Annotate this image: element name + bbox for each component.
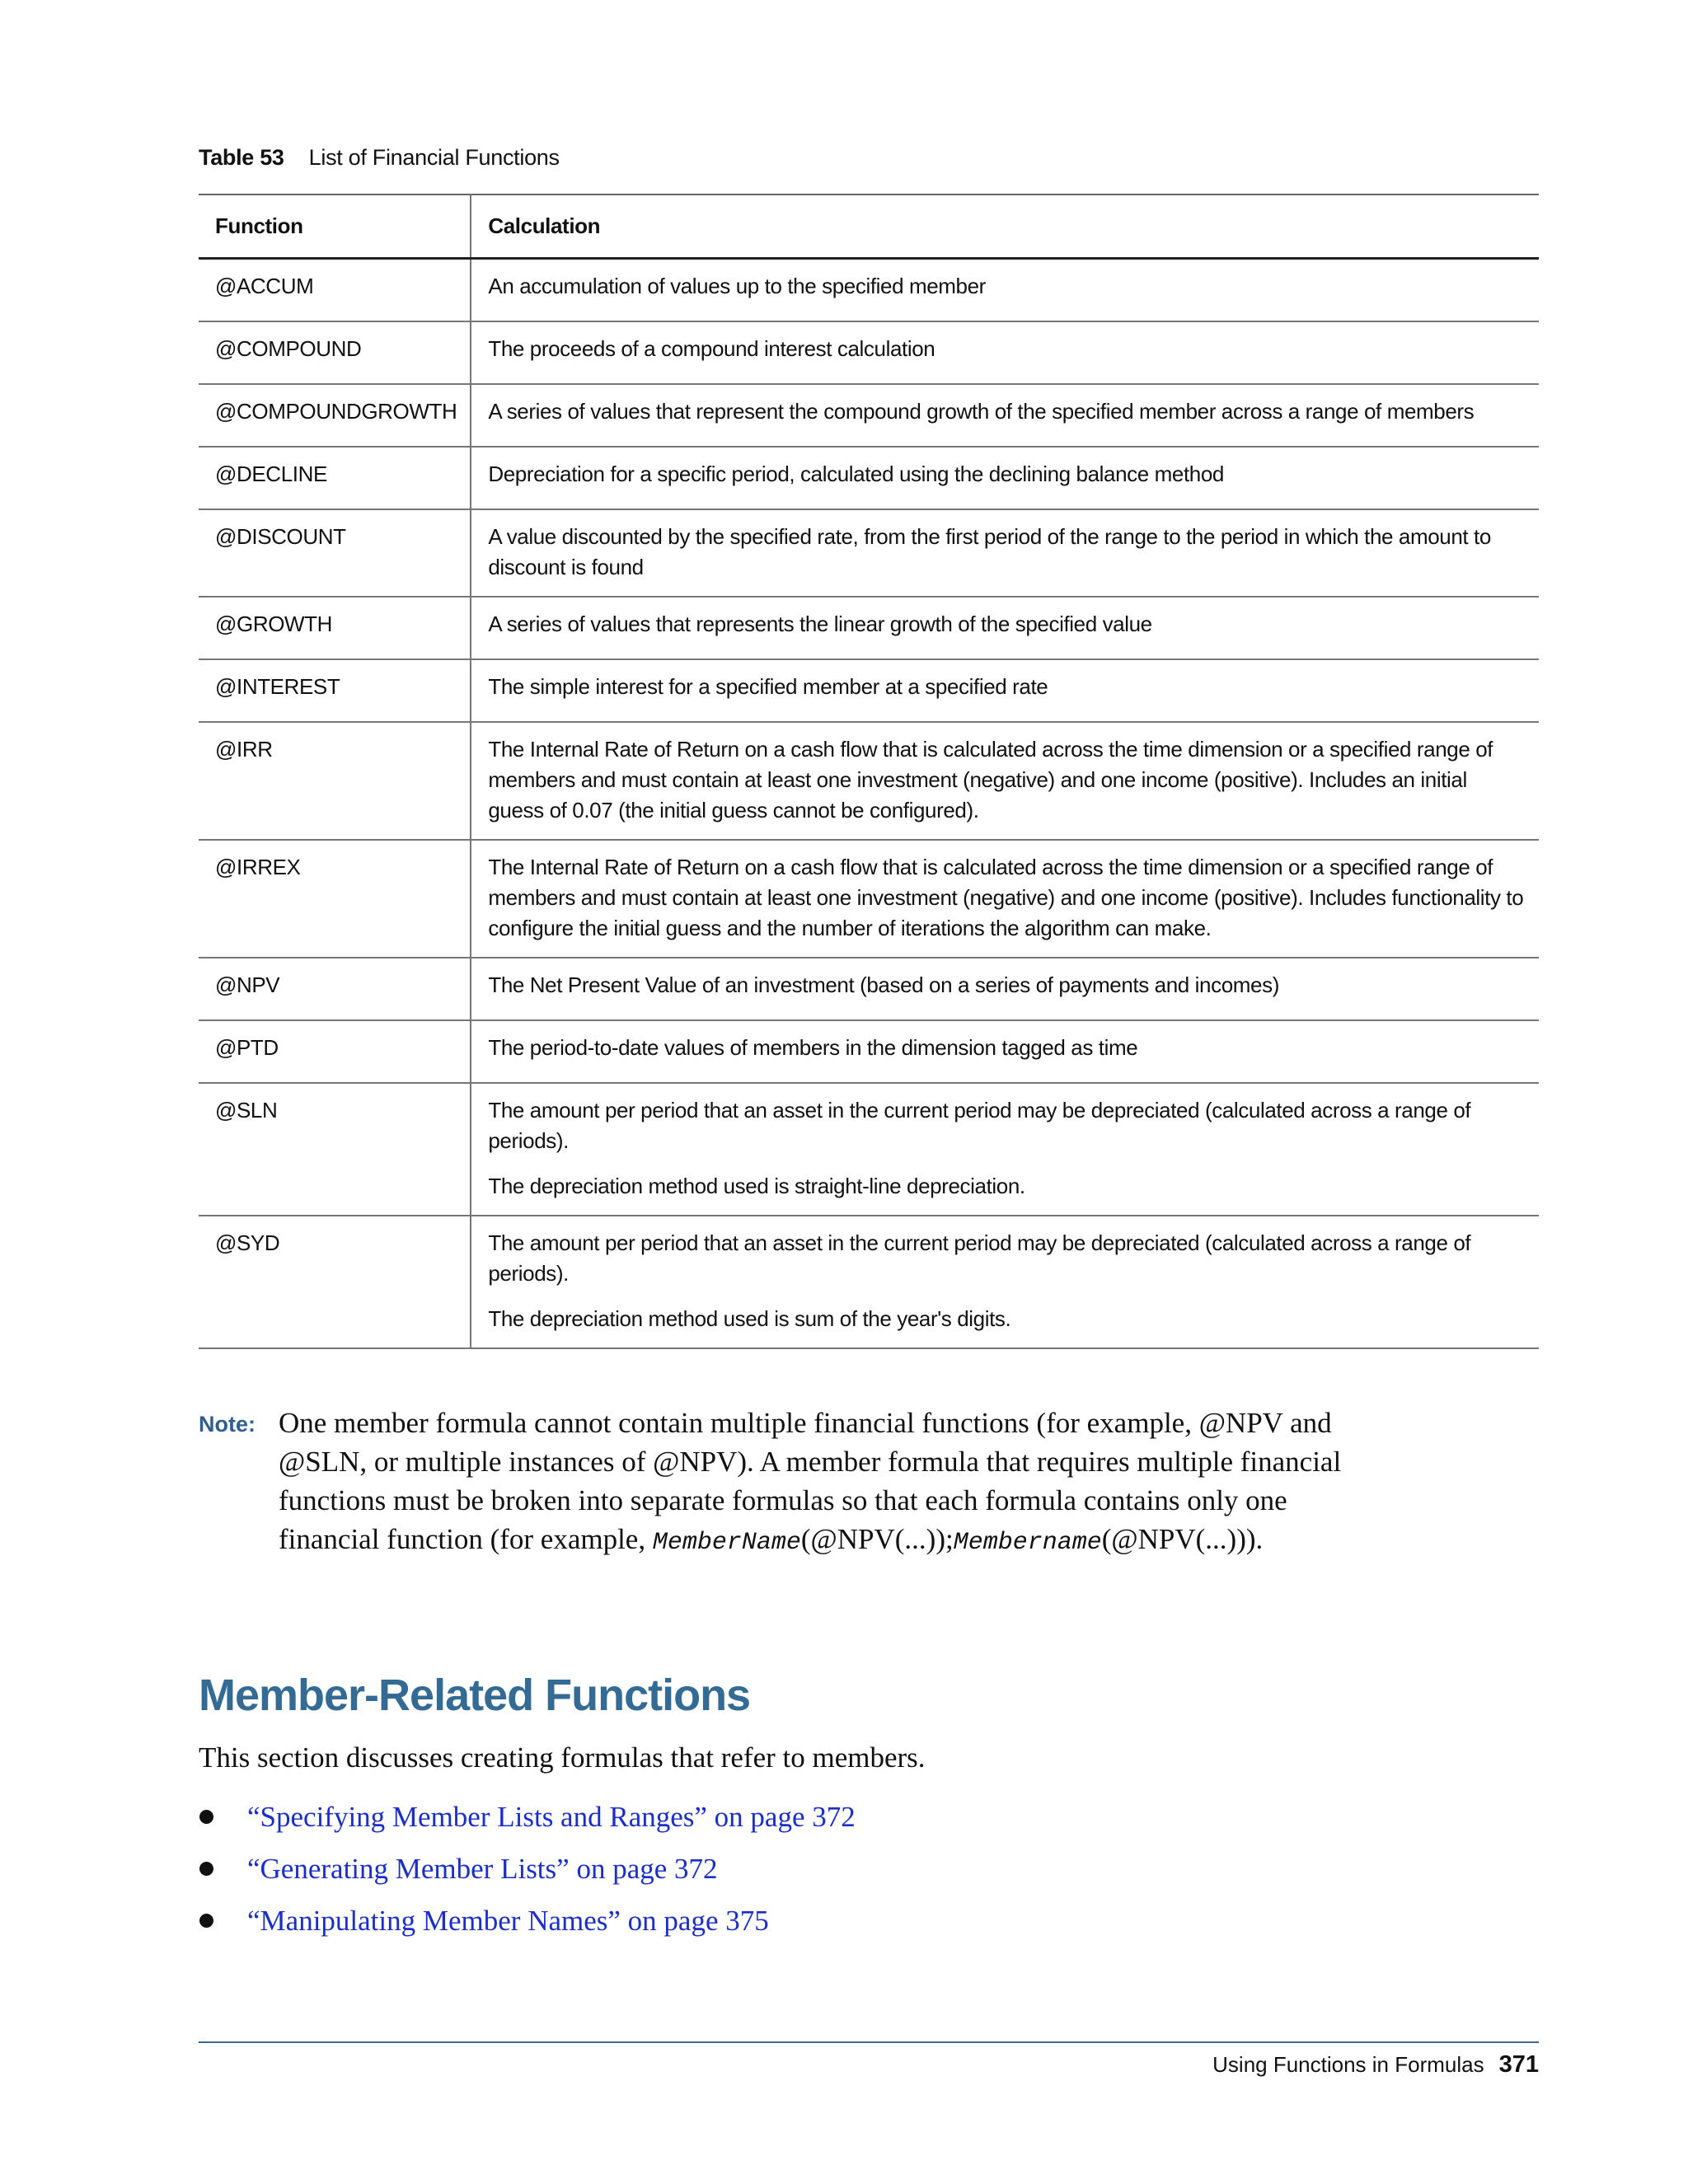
table-row <box>199 258 1539 321</box>
calculation-text: The depreciation method used is straight-line depreciation. <box>488 1173 1025 1198</box>
section-heading: Member-Related Functions <box>199 1671 751 1720</box>
bullet-icon <box>199 1862 213 1876</box>
table-caption <box>199 145 560 171</box>
table-row <box>199 597 1539 659</box>
calculation-cell <box>471 722 1539 840</box>
cross-reference-list <box>199 1791 856 1947</box>
function-cell: @DISCOUNT <box>199 509 471 597</box>
function-cell: @INTEREST <box>199 659 471 722</box>
calculation-text: Depreciation for a specific period, calculated using the declining balance method <box>488 461 1224 486</box>
function-cell: @DECLINE <box>199 447 471 509</box>
table-body <box>199 258 1539 1348</box>
function-cell: @SLN <box>199 1083 471 1216</box>
table-row <box>199 509 1539 597</box>
calculation-text: The Internal Rate of Return on a cash flow that is calculated across the time dimension or a specified range of members and must contain at least one investment (negative) and one income (positive). Includes functionality to configure the initial guess and the number of iterations the algorithm can make. <box>488 854 1524 940</box>
function-cell: @NPV <box>199 958 471 1020</box>
calculation-text: The Internal Rate of Return on a cash flow that is calculated across the time dimension or a specified range of members and must contain at least one investment (negative) and one income (positive). Includes an initial guess of 0.07 (the initial guess cannot be configured). <box>488 736 1493 823</box>
link-specifying-member-lists[interactable]: “Specifying Member Lists and Ranges” on page 372 <box>247 1801 856 1833</box>
table-title: List of Financial Functions <box>308 145 560 170</box>
calculation-cell <box>471 840 1539 958</box>
table-row <box>199 840 1539 958</box>
note-text-main: One member formula cannot contain multiple financial functions (for example, @NPV and @SLN, or multiple instances of @NPV). A member formula that requires multiple financial functions must be broken into separate formulas so that each formula contains only one financial function (for example, <box>279 1407 1342 1555</box>
calculation-text: The Net Present Value of an investment (based on a series of payments and incomes) <box>488 972 1279 997</box>
table-row <box>199 1020 1539 1083</box>
page-footer <box>1212 2051 1539 2079</box>
calculation-cell <box>471 1020 1539 1083</box>
column-header-function: Function <box>199 194 471 258</box>
calculation-text: The amount per period that an asset in the current period may be depreciated (calculated across a range of periods). <box>488 1097 1471 1153</box>
calculation-cell <box>471 447 1539 509</box>
calculation-text: The proceeds of a compound interest calculation <box>488 335 935 361</box>
table-row <box>199 447 1539 509</box>
calculation-cell <box>471 597 1539 659</box>
function-cell: @IRR <box>199 722 471 840</box>
function-cell: @SYD <box>199 1216 471 1348</box>
table-header-row <box>199 194 1539 258</box>
function-cell: @ACCUM <box>199 258 471 321</box>
note-text <box>279 1404 1350 1563</box>
note-code-end: (@NPV(...))). <box>1101 1523 1264 1555</box>
function-cell: @COMPOUNDGROWTH <box>199 384 471 447</box>
note-code-membername-2: Membername <box>953 1529 1102 1557</box>
function-cell: @GROWTH <box>199 597 471 659</box>
table-row <box>199 321 1539 384</box>
table-row <box>199 384 1539 447</box>
note-code-membername-1: MemberName <box>652 1529 801 1557</box>
list-item <box>199 1791 856 1843</box>
link-generating-member-lists[interactable]: “Generating Member Lists” on page 372 <box>247 1853 718 1885</box>
calculation-text: The depreciation method used is sum of the year's digits. <box>488 1305 1011 1331</box>
calculation-cell <box>471 958 1539 1020</box>
page-number: 371 <box>1498 2051 1539 2078</box>
link-manipulating-member-names[interactable]: “Manipulating Member Names” on page 375 <box>247 1905 769 1937</box>
calculation-text: A value discounted by the specified rate, from the first period of the range to the period in which the amount to discount is found <box>488 523 1491 579</box>
function-cell: @PTD <box>199 1020 471 1083</box>
table-row <box>199 958 1539 1020</box>
footer-divider <box>199 2041 1539 2043</box>
bullet-icon <box>199 1810 213 1824</box>
calculation-text: An accumulation of values up to the specified member <box>488 273 986 298</box>
bullet-icon <box>199 1914 213 1928</box>
calculation-text: A series of values that represent the compound growth of the specified member across a range of members <box>488 398 1475 424</box>
calculation-cell <box>471 659 1539 722</box>
column-header-calculation: Calculation <box>488 213 601 238</box>
note-code-mid: (@NPV(...)); <box>800 1523 954 1555</box>
calculation-text: The simple interest for a specified member at a specified rate <box>488 673 1048 699</box>
table-row <box>199 659 1539 722</box>
function-cell: @COMPOUND <box>199 321 471 384</box>
calculation-cell <box>471 321 1539 384</box>
calculation-cell <box>471 1083 1539 1216</box>
note-block <box>199 1404 1353 1563</box>
table-row <box>199 1083 1539 1216</box>
note-label: Note: <box>199 1412 256 1436</box>
table-row <box>199 1216 1539 1348</box>
financial-functions-table <box>199 194 1539 1349</box>
table-number: Table 53 <box>199 145 284 170</box>
footer-chapter-title: Using Functions in Formulas <box>1212 2052 1484 2077</box>
function-cell: @IRREX <box>199 840 471 958</box>
calculation-text: The amount per period that an asset in the current period may be depreciated (calculated across a range of periods). <box>488 1230 1471 1286</box>
list-item <box>199 1843 856 1895</box>
section-intro: This section discusses creating formulas that refer to members. <box>199 1741 926 1774</box>
calculation-text: The period-to-date values of members in the dimension tagged as time <box>488 1034 1138 1060</box>
calculation-cell <box>471 1216 1539 1348</box>
table-row <box>199 722 1539 840</box>
calculation-cell <box>471 509 1539 597</box>
list-item <box>199 1895 856 1947</box>
calculation-cell <box>471 384 1539 447</box>
calculation-text: A series of values that represents the linear growth of the specified value <box>488 611 1152 636</box>
calculation-cell <box>471 258 1539 321</box>
